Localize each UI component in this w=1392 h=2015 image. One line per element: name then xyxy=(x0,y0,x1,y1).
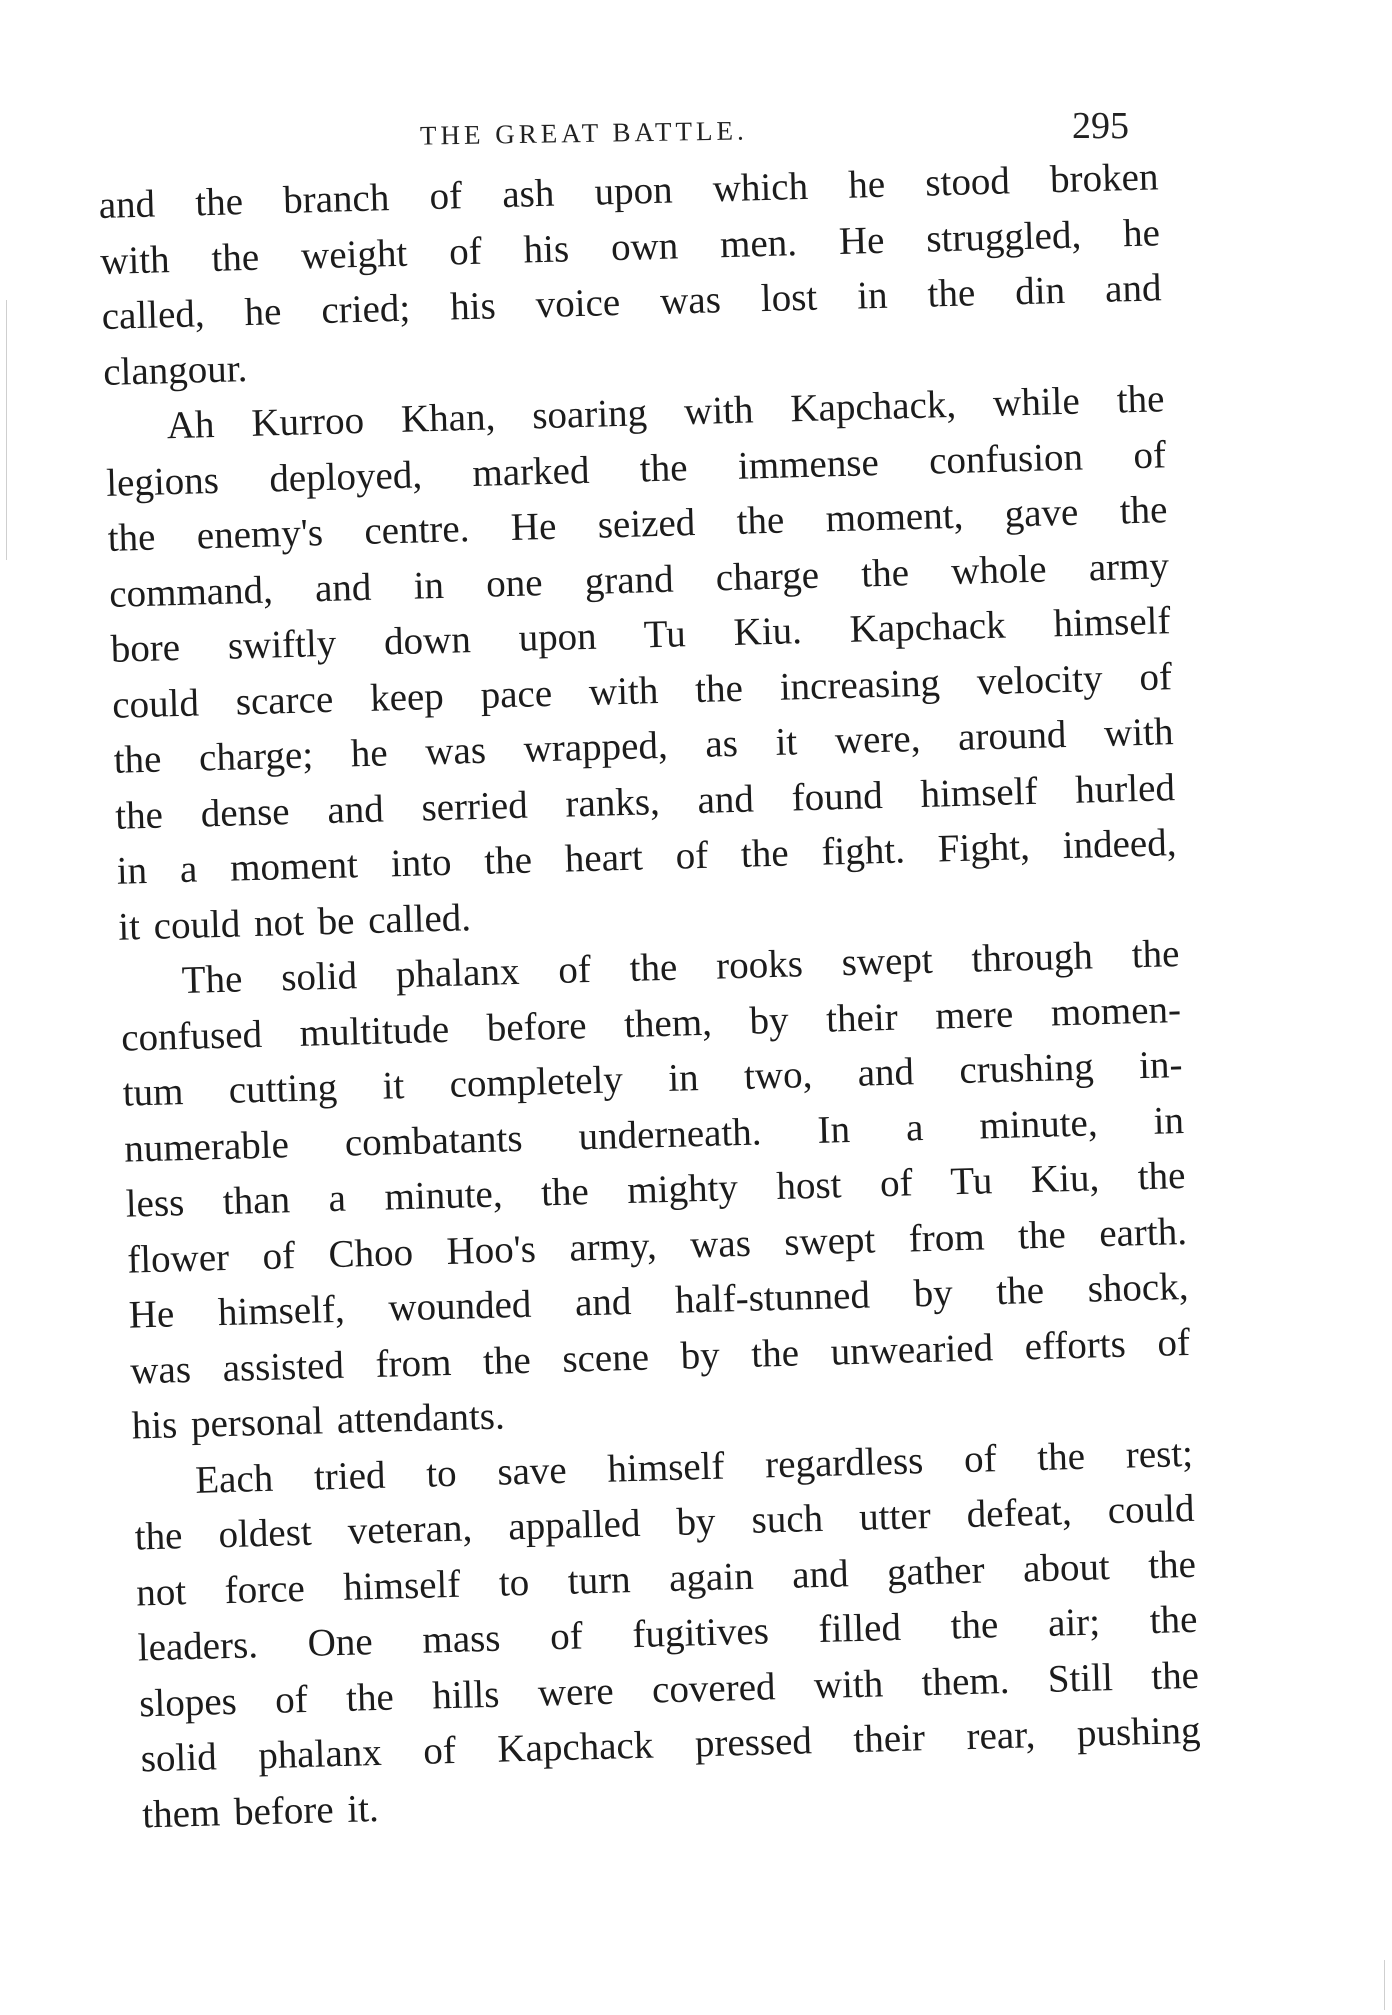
text-line: the oldest veteran, appalled by such utter defeat, could xyxy=(134,1486,1195,1559)
text-line: called, he cried; his voice was lost in the din and xyxy=(101,266,1162,338)
text-line: the charge; he was wrapped, as it were, around with xyxy=(113,710,1174,782)
text-line: could scarce keep pace with the increasing velocity of xyxy=(111,654,1173,727)
page-edge-mark-right xyxy=(1384,1960,1385,2010)
text-line: less than a minute, the mighty host of Tu Kiu, the xyxy=(125,1153,1186,1226)
text-line: with the weight of his own men. He struggled, he xyxy=(99,210,1161,283)
page-edge-mark-left xyxy=(6,300,7,560)
running-head: THE GREAT BATTLE. xyxy=(419,115,748,151)
text-line: was assisted from the scene by the unwearied efforts of xyxy=(129,1320,1191,1393)
text-line: in a moment into the heart of the fight. Fight, indeed, xyxy=(116,821,1177,893)
text-line: He himself, wounded and half-stunned by the shock, xyxy=(128,1264,1189,1337)
text-line: his personal attendants. xyxy=(131,1394,506,1448)
text-line: numerable combatants underneath. In a minute, in xyxy=(123,1098,1185,1171)
text-line: the enemy's centre. He seized the moment, gave the xyxy=(107,488,1168,560)
text-line: it could not be called. xyxy=(117,895,472,949)
text-line: The solid phalanx of the rooks swept through the xyxy=(181,932,1180,1003)
text-line: not force himself to turn again and gather about the xyxy=(135,1542,1197,1614)
text-line: clangour. xyxy=(102,346,248,394)
text-line: solid phalanx of Kapchack pressed their rear, pushing xyxy=(140,1708,1201,1781)
text-line: Ah Kurroo Khan, soaring with Kapchack, while the xyxy=(166,377,1165,448)
text-line: and the branch of ash upon which he stood broken xyxy=(98,155,1159,227)
text-line: leaders. One mass of fugitives filled the air; the xyxy=(137,1597,1198,1670)
text-line: flower of Choo Hoo's army, was swept from the earth. xyxy=(126,1209,1188,1282)
body-text xyxy=(98,149,1203,1842)
text-line: command, and in one grand charge the whole army xyxy=(108,543,1170,616)
text-line: slopes of the hills were covered with them. Still the xyxy=(138,1653,1200,1725)
text-line: confused multitude before them, by their mere momen- xyxy=(120,987,1182,1060)
text-line: tum cutting it completely in two, and crushing in- xyxy=(122,1043,1183,1115)
text-line: them before it. xyxy=(141,1786,380,1836)
text-line: Each tried to save himself regardless of the rest; xyxy=(194,1431,1194,1502)
text-line: legions deployed, marked the immense confusion of xyxy=(105,432,1167,505)
text-line: the dense and serried ranks, and found himself hurled xyxy=(114,765,1176,838)
page-number: 295 xyxy=(1072,105,1129,147)
text-line: bore swiftly down upon Tu Kiu. Kapchack himself xyxy=(110,599,1171,671)
